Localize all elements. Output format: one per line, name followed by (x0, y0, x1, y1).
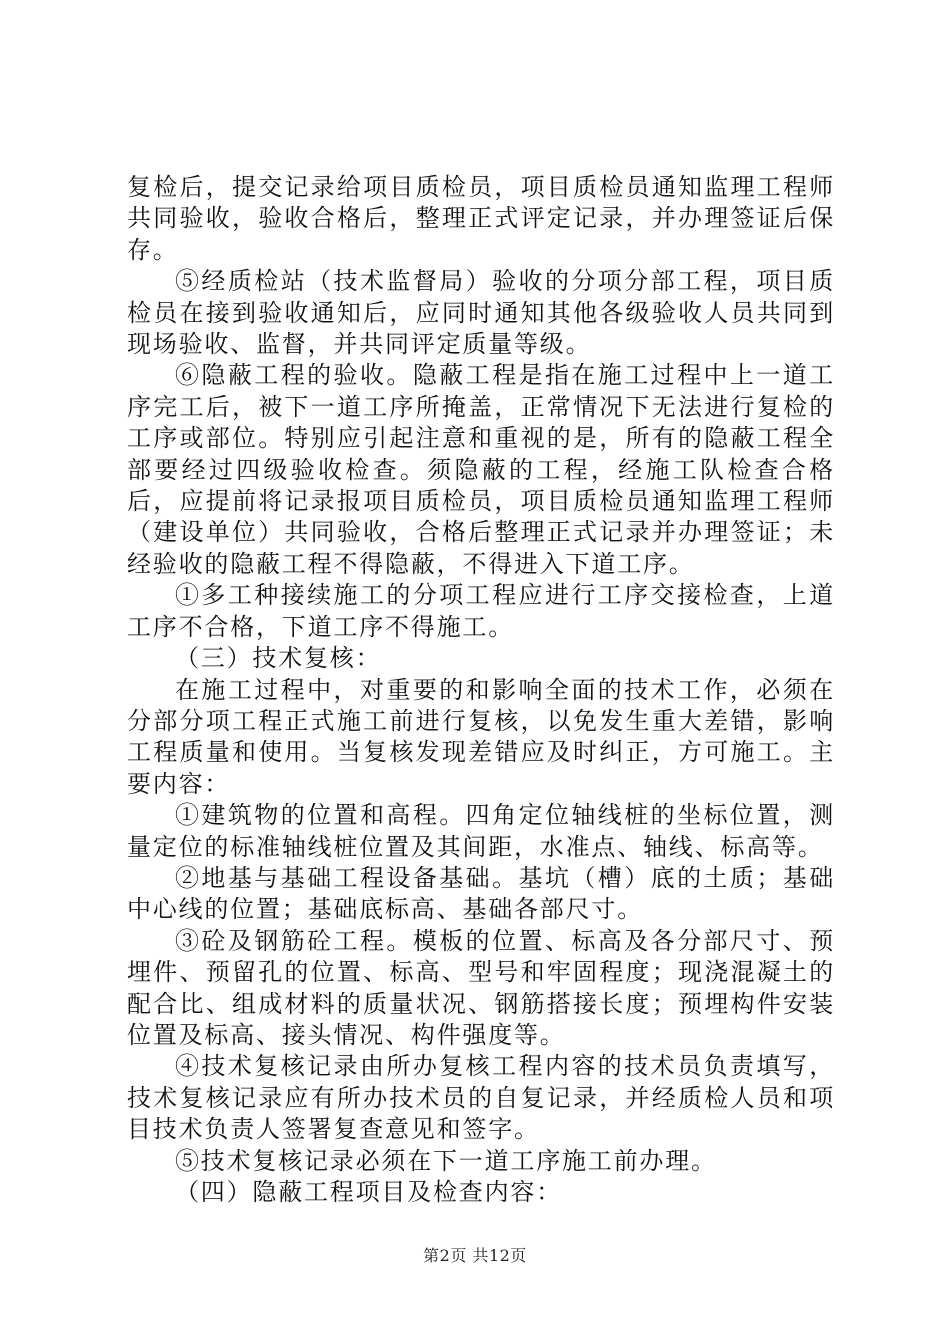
paragraph-item-5-review-timing: ⑤技术复核记录必须在下一道工序施工前办理。 (175, 1146, 717, 1175)
section-heading-technical-review: （三）技术复核： (175, 644, 382, 673)
section-heading-concealed-items: （四）隐蔽工程项目及检查内容： (175, 1178, 562, 1206)
page-number-footer: 第2页 共12页 (423, 1246, 527, 1265)
paragraph-item-1-handover-check: ①多工种接续施工的分项工程应进行工序交接检查，上道工序不合格，下道工序不得施工。 (127, 581, 835, 641)
paragraph-item-3-concrete: ③砼及钢筋砼工程。模板的位置、标高及各分部尺寸、预埋件、预留孔的位置、标高、型号和牢固程度；现浇混凝土的配合比、组成材料的质量状况、钢筋搭接长度；预埋构件安装位置及标高、接头情况、构件强度等。 (127, 926, 835, 1049)
paragraph-item-2-foundation: ②地基与基础工程设备基础。基坑（槽）底的土质；基础中心线的位置；基础底标高、基础各部尺寸。 (127, 863, 835, 924)
paragraph-item-1-building-position: ①建筑物的位置和高程。四角定位轴线桩的坐标位置，测量定位的标准轴线桩位置及其间距，水准点、轴线、标高等。 (127, 801, 835, 861)
paragraph-item-6-concealed-works: ⑥隐蔽工程的验收。隐蔽工程是指在施工过程中上一道工序完工后，被下一道工序所掩盖，正常情况下无法进行复检的工序或部位。特别应引起注意和重视的是，所有的隐蔽工程全部要经过四级验收检查。须隐蔽的工程，经施工队检查合格后，应提前将记录报项目质检员，项目质检员通知监理工程师（建设单位）共同验收，合格后整理正式记录并办理签证；未经验收的隐蔽工程不得隐蔽，不得进入下道工序。 (127, 361, 835, 578)
paragraph-item-4-review-records: ④技术复核记录由所办复核工程内容的技术员负责填写，技术复核记录应有所办技术员的自复记录，并经质检人员和项目技术负责人签署复查意见和签字。 (127, 1052, 835, 1144)
paragraph-technical-review-intro: 在施工过程中，对重要的和影响全面的技术工作，必须在分部分项工程正式施工前进行复核，以免发生重大差错，影响工程质量和使用。当复核发现差错应及时纠正，方可施工。主要内容： (127, 675, 835, 798)
paragraph-continuation: 复检后，提交记录给项目质检员，项目质检员通知监理工程师共同验收，验收合格后，整理正式评定记录，并办理签证后保存。 (127, 173, 835, 264)
document-body (127, 172, 835, 1208)
paragraph-item-5-inspection-station: ⑤经质检站（技术监督局）验收的分项分部工程，项目质检员在接到验收通知后，应同时通知其他各级验收人员共同到现场验收、监督，并共同评定质量等级。 (127, 267, 835, 359)
